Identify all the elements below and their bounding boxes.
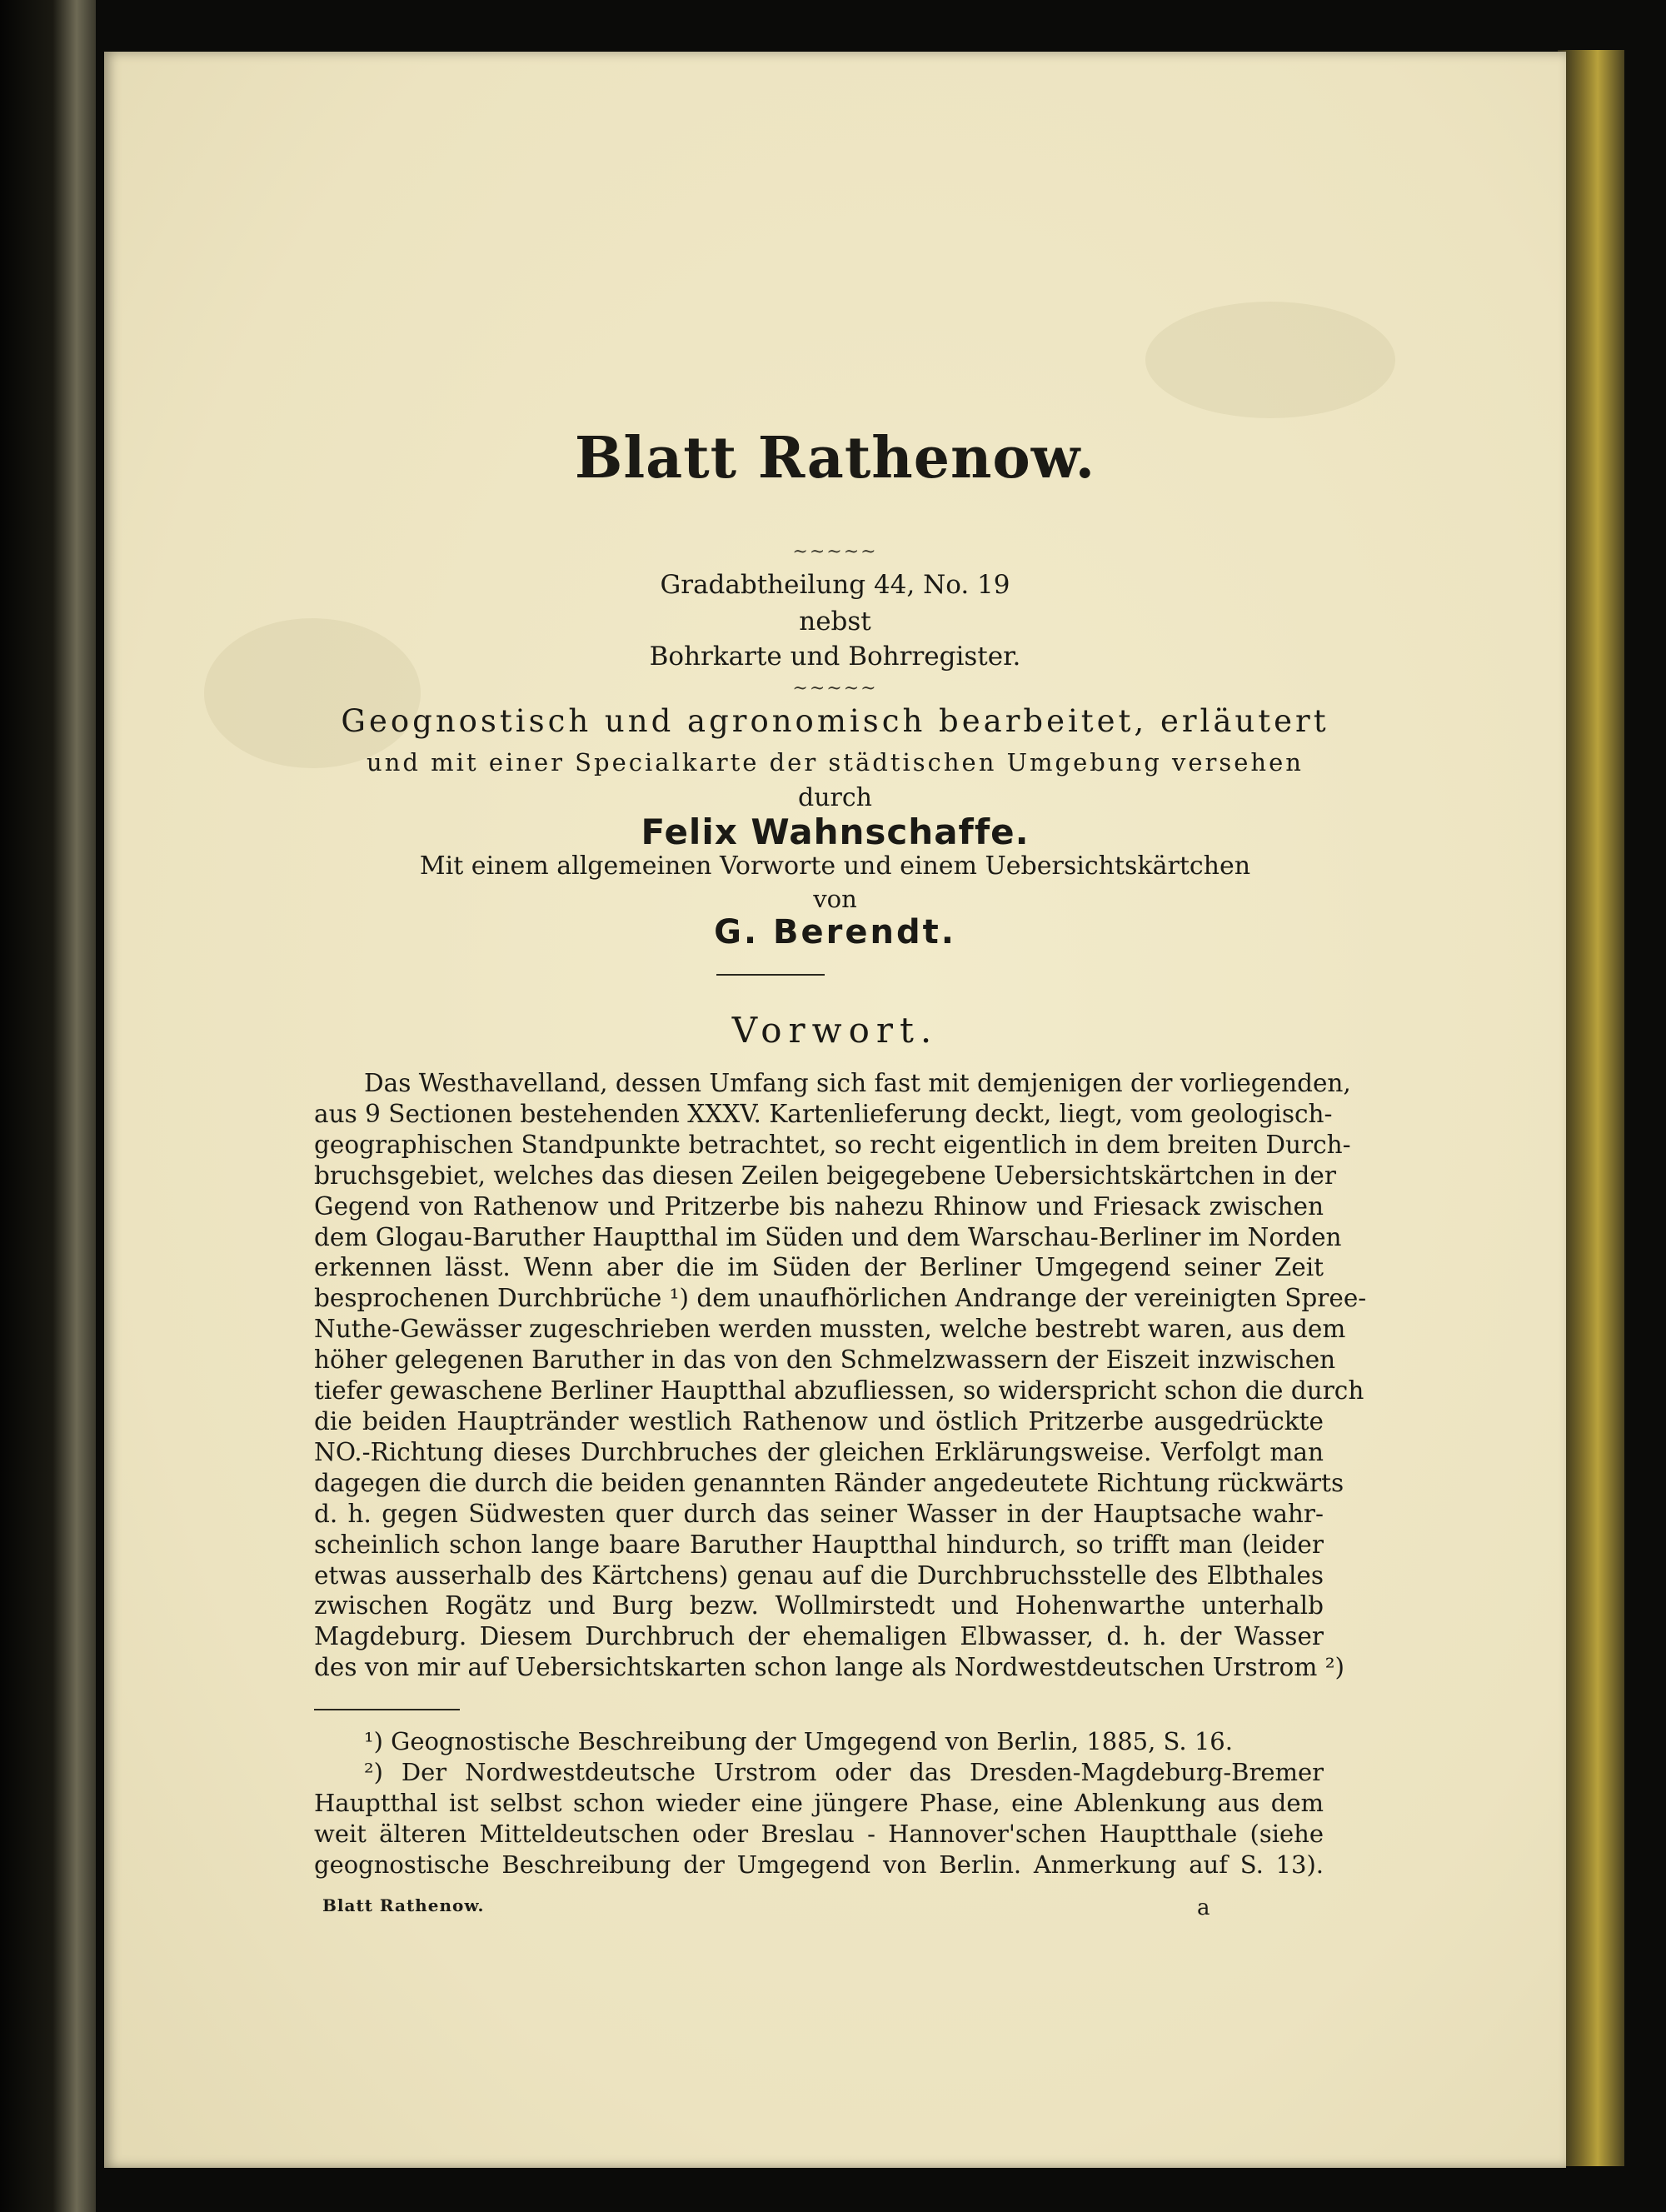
book-binding-left (0, 0, 96, 2212)
paper-stain (1145, 302, 1395, 418)
body-line: Magdeburg. Diesem Durchbruch der ehemaligen Elbwasser, d. h. der Wasser (314, 1622, 1324, 1651)
book-page (104, 52, 1566, 2168)
nebst-line: nebst (799, 607, 871, 637)
gradabtheilung-line: Gradabtheilung 44, No. 19 (660, 570, 1010, 600)
footnote-line: ²) Der Nordwestdeutsche Urstrom oder das Dresden-Magdeburg-Bremer (364, 1758, 1324, 1786)
body-line: Nuthe-Gewässer zugeschrieben werden mussten, welche bestrebt waren, aus dem (314, 1315, 1346, 1344)
book-page-edges-right (1558, 50, 1624, 2166)
preface-author-name: G. Berendt. (714, 913, 956, 951)
page-title: Blatt Rathenow. (574, 425, 1096, 492)
body-line: zwischen Rogätz und Burg bezw. Wollmirstedt und Hohenwarthe unterhalb (314, 1591, 1324, 1620)
ornament-divider: ~~~~~ (792, 678, 878, 699)
bohrkarte-line: Bohrkarte und Bohrregister. (649, 642, 1021, 672)
body-line: geographischen Standpunkte betrachtet, so recht eigentlich in dem breiten Durch- (314, 1130, 1351, 1159)
body-line: des von mir auf Uebersichtskarten schon lange als Nordwestdeutschen Urstrom ²) (314, 1653, 1345, 1682)
ornament-divider: ~~~~~ (792, 542, 878, 562)
body-paragraph (314, 1068, 1367, 1683)
body-line: erkennen lässt. Wenn aber die im Süden der Berliner Umgegend seiner Zeit (314, 1253, 1324, 1282)
body-line: Das Westhavelland, dessen Umfang sich fast mit demjenigen der vorliegenden, (364, 1069, 1351, 1097)
credits-line-1: Geognostisch und agronomisch bearbeitet, erläutert (341, 703, 1329, 739)
body-line: aus 9 Sectionen bestehenden XXXV. Kartenlieferung deckt, liegt, vom geologisch- (314, 1099, 1333, 1128)
section-heading: Vorwort. (731, 1010, 939, 1051)
body-line: besprochenen Durchbrüche ¹) dem unaufhörlichen Andrange der vereinigten Spree- (314, 1284, 1367, 1313)
credits-line-2: und mit einer Specialkarte der städtischen Umgebung versehen (367, 748, 1304, 776)
credits-durch: durch (798, 783, 872, 812)
body-line: bruchsgebiet, welches das diesen Zeilen beigegebene Uebersichtskärtchen in der (314, 1161, 1336, 1190)
footnote-rule (314, 1709, 460, 1710)
footnote-line: weit älteren Mitteldeutschen oder Breslau - Hannover'schen Hauptthale (siehe (314, 1820, 1324, 1848)
body-line: d. h. gegen Südwesten quer durch das seiner Wasser in der Hauptsache wahr- (314, 1499, 1324, 1528)
body-line: Gegend von Rathenow und Pritzerbe bis nahezu Rhinow und Friesack zwischen (314, 1191, 1324, 1221)
body-line: dem Glogau-Baruther Hauptthal im Süden und dem Warschau-Berliner im Norden (314, 1222, 1342, 1251)
footnotes (314, 1726, 1324, 1880)
signature-mark: a (1197, 1895, 1210, 1920)
body-line: tiefer gewaschene Berliner Hauptthal abzufliessen, so widerspricht schon die durch (314, 1376, 1364, 1406)
footnote-line: ¹) Geognostische Beschreibung der Umgegend von Berlin, 1885, S. 16. (364, 1727, 1233, 1755)
credits-preface-line: Mit einem allgemeinen Vorworte und einem Uebersichtskärtchen (419, 851, 1251, 881)
body-line: etwas ausserhalb des Kärtchens) genau auf die Durchbruchsstelle des Elbthales (314, 1560, 1324, 1590)
footnote-line: Hauptthal ist selbst schon wieder eine jüngere Phase, eine Ablenkung aus dem (314, 1789, 1324, 1817)
footnote-line: geognostische Beschreibung der Umgegend von Berlin. Anmerkung auf S. 13). (314, 1850, 1324, 1879)
running-footer: Blatt Rathenow. (322, 1895, 485, 1915)
body-line: die beiden Hauptränder westlich Rathenow und östlich Pritzerbe ausgedrückte (314, 1406, 1324, 1436)
body-line: scheinlich schon lange baare Baruther Hauptthal hindurch, so trifft man (leider (314, 1530, 1324, 1559)
body-line: höher gelegenen Baruther in das von den Schmelzwassern der Eiszeit inzwischen (314, 1346, 1336, 1375)
body-line: dagegen die durch die beiden genannten Ränder angedeutete Richtung rückwärts (314, 1468, 1344, 1497)
section-rule (716, 974, 825, 976)
credits-von: von (813, 885, 857, 913)
body-line: NO.-Richtung dieses Durchbruches der gleichen Erklärungsweise. Verfolgt man (314, 1437, 1324, 1466)
author-name: Felix Wahnschaffe. (641, 811, 1030, 852)
